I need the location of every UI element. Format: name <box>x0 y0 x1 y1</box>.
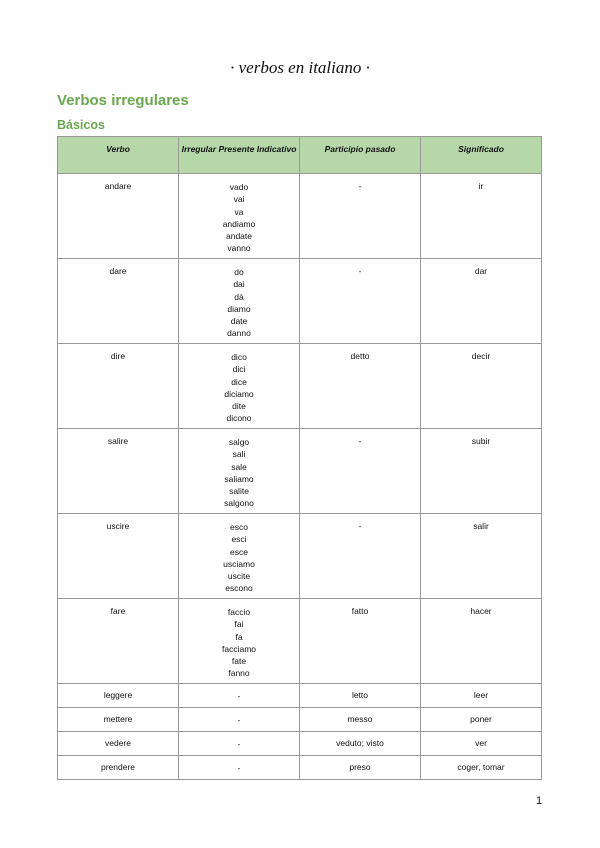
conjugation-form: - <box>237 739 241 749</box>
conjugation-form: escono <box>225 583 253 594</box>
table-row <box>58 344 542 429</box>
cell-meaning: ver <box>421 732 542 756</box>
conjugation-form: dai <box>233 279 245 290</box>
conjugation-form: salgo <box>228 437 250 447</box>
conjugation-form: esce <box>230 546 248 557</box>
cell-present-forms <box>179 514 300 599</box>
cell-meaning: ir <box>421 174 542 259</box>
cell-present-forms <box>179 599 300 684</box>
conjugation-form: vanno <box>227 243 251 254</box>
conjugation-form: dico <box>231 352 247 362</box>
conjugation-form: esco <box>230 522 248 532</box>
cell-verb: fare <box>58 599 179 684</box>
conjugation-form: salite <box>229 486 249 497</box>
table-row <box>58 708 542 732</box>
cell-present-forms <box>179 708 300 732</box>
cell-participle: - <box>300 429 421 514</box>
conjugation-form: - <box>237 715 241 725</box>
section-heading: Verbos irregulares <box>57 92 189 109</box>
table-header-row <box>58 137 542 174</box>
cell-verb: dire <box>58 344 179 429</box>
table-row <box>58 599 542 684</box>
column-header-participle: Participio pasado <box>300 137 421 174</box>
cell-present-forms <box>179 684 300 708</box>
conjugation-form: vado <box>229 182 249 192</box>
cell-present-forms <box>179 344 300 429</box>
conjugation-form: diciamo <box>224 388 254 399</box>
cell-meaning: hacer <box>421 599 542 684</box>
conjugation-form: esci <box>231 534 247 545</box>
conjugation-form: sale <box>231 461 247 472</box>
table-row <box>58 514 542 599</box>
cell-verb: dare <box>58 259 179 344</box>
cell-participle: fatto <box>300 599 421 684</box>
conjugation-form: fa <box>235 631 243 642</box>
cell-present-forms <box>179 174 300 259</box>
table-row <box>58 684 542 708</box>
conjugation-form: andate <box>226 231 252 242</box>
cell-verb: andare <box>58 174 179 259</box>
conjugation-form: danno <box>227 328 251 339</box>
cell-participle: detto <box>300 344 421 429</box>
cell-verb: salire <box>58 429 179 514</box>
conjugation-form: - <box>237 763 241 773</box>
cell-participle: messo <box>300 708 421 732</box>
conjugation-form: fanno <box>228 668 250 679</box>
cell-present-forms <box>179 756 300 780</box>
conjugation-form: usciamo <box>223 558 255 569</box>
cell-meaning: decir <box>421 344 542 429</box>
cell-verb: leggere <box>58 684 179 708</box>
conjugation-form: uscite <box>227 571 251 582</box>
cell-participle: veduto; visto <box>300 732 421 756</box>
cell-participle: - <box>300 174 421 259</box>
cell-verb: vedere <box>58 732 179 756</box>
conjugation-form: va <box>234 206 244 217</box>
conjugation-form: dici <box>232 364 246 375</box>
table-row <box>58 429 542 514</box>
cell-meaning: poner <box>421 708 542 732</box>
table-body <box>58 174 542 780</box>
cell-present-forms <box>179 429 300 514</box>
cell-participle: preso <box>300 756 421 780</box>
conjugation-form: dite <box>232 401 246 412</box>
verbs-table <box>57 136 542 780</box>
conjugation-form: sali <box>232 449 246 460</box>
cell-meaning: coger, tomar <box>421 756 542 780</box>
column-header-meaning: Significado <box>421 137 542 174</box>
conjugation-form: fate <box>231 656 247 667</box>
conjugation-form: andiamo <box>222 218 256 229</box>
cell-participle: - <box>300 259 421 344</box>
cell-verb: uscire <box>58 514 179 599</box>
cell-verb: prendere <box>58 756 179 780</box>
conjugation-form: diamo <box>227 303 251 314</box>
conjugation-form: vai <box>233 194 245 205</box>
cell-meaning: salir <box>421 514 542 599</box>
conjugation-form: dicono <box>226 413 252 424</box>
conjugation-form: - <box>237 691 241 701</box>
conjugation-form: dice <box>231 376 247 387</box>
cell-participle: letto <box>300 684 421 708</box>
conjugation-form: faccio <box>227 607 251 617</box>
cell-meaning: dar <box>421 259 542 344</box>
cell-participle: - <box>300 514 421 599</box>
conjugation-form: salgono <box>224 498 254 509</box>
cell-present-forms <box>179 732 300 756</box>
conjugation-form: facciamo <box>221 643 256 654</box>
table-row <box>58 259 542 344</box>
conjugation-form: saliamo <box>224 473 254 484</box>
column-header-verb: Verbo <box>58 137 179 174</box>
conjugation-form: date <box>230 316 248 327</box>
cell-verb: mettere <box>58 708 179 732</box>
conjugation-form: dà <box>234 291 244 302</box>
table-row <box>58 732 542 756</box>
document-title: · verbos en italiano · <box>230 58 370 77</box>
cell-present-forms <box>179 259 300 344</box>
page-number: 1 <box>536 795 543 807</box>
subsection-heading: Básicos <box>57 118 105 132</box>
cell-meaning: subir <box>421 429 542 514</box>
cell-meaning: leer <box>421 684 542 708</box>
column-header-present: Irregular Presente Indicativo <box>179 137 300 174</box>
table-row <box>58 756 542 780</box>
conjugation-form: do <box>234 267 244 277</box>
conjugation-form: fai <box>234 619 244 630</box>
table-row <box>58 174 542 259</box>
